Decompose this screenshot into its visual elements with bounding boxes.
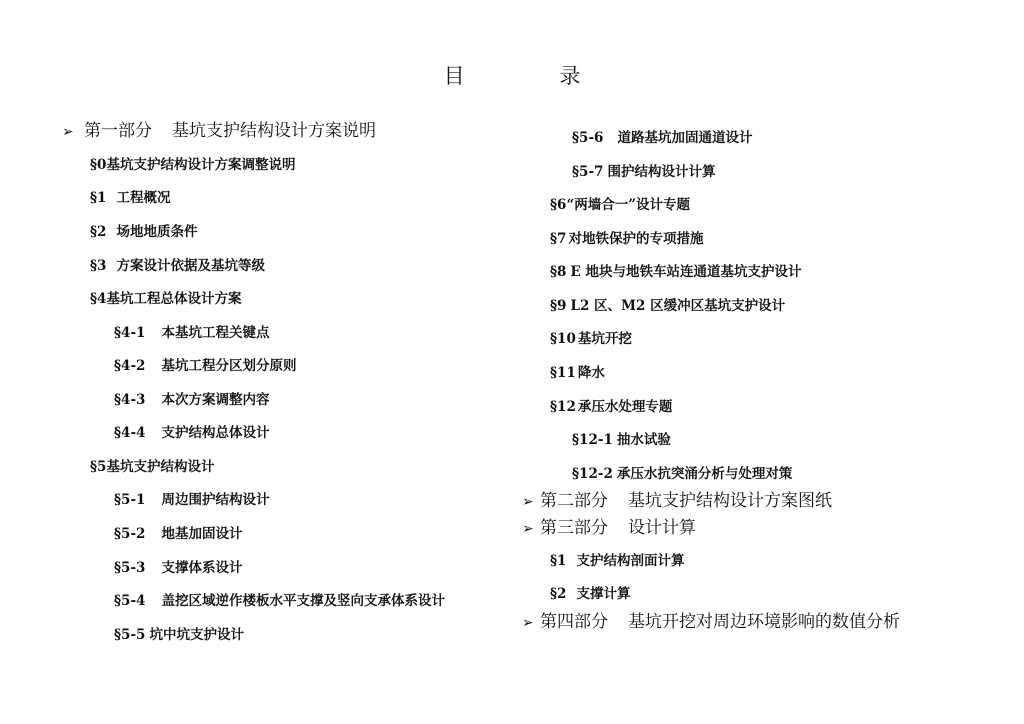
section-title: 基坑工程总体设计方案 [106,291,242,307]
section-title: 盖挖区域逆作楼板水平支撑及竖向支承体系设计 [161,593,445,609]
section-title: 支撑计算 [576,586,631,602]
toc-entry[interactable] [550,227,703,247]
arrow-bullet-icon: ➢ [522,521,534,537]
section-number: §2 [90,224,107,240]
section-number: §6 [550,197,567,213]
section-title: 本基坑工程关键点 [161,325,270,341]
section-title: 工程概况 [116,190,171,206]
part-label: 第四部分 [540,612,608,632]
section-title: 支撑体系设计 [161,560,243,576]
toc-entry[interactable] [114,488,269,508]
toc-entry[interactable] [114,321,269,341]
section-number: §12-2 [572,466,613,482]
part-label: 第二部分 [540,491,608,511]
toc-entry[interactable] [550,294,785,314]
section-title: 方案设计依据及基坑等级 [116,258,265,274]
toc-entry[interactable] [90,455,214,475]
section-number: §5 [90,459,107,475]
section-number: §4 [90,291,107,307]
toc-entry[interactable] [572,428,671,448]
section-title: 围护结构设计计算 [607,164,716,180]
section-title: 支护结构剖面计算 [576,553,685,569]
toc-entry[interactable] [90,287,241,307]
toc-entry[interactable] [572,462,792,482]
toc-entry[interactable] [90,186,170,206]
toc-part-4[interactable] [522,607,900,632]
section-title: “两墙合一”设计专题 [566,197,690,213]
toc-entry[interactable] [114,388,269,408]
section-title: 基坑支护结构设计方案调整说明 [106,157,296,173]
toc-entry[interactable] [550,327,632,347]
section-number: §0 [90,157,107,173]
toc-entry[interactable] [114,522,242,542]
arrow-bullet-icon: ➢ [62,124,74,140]
section-number: §1 [550,553,567,569]
section-number: §4-4 [114,425,146,441]
page-title: 目 录 [443,64,625,88]
section-number: §11 [550,365,576,381]
section-number: §8 [550,264,567,280]
section-title: 承压水抗突涌分析与处理对策 [616,466,793,482]
toc-entry[interactable] [550,395,672,415]
section-number: §5-2 [114,526,146,542]
toc-entry[interactable] [572,160,715,180]
section-number: §9 [550,298,567,314]
toc-entry[interactable] [114,589,445,609]
toc-entry[interactable] [114,556,242,576]
section-title: 地基加固设计 [161,526,243,542]
section-number: §12 [550,399,576,415]
section-number: §5-4 [114,593,146,609]
section-number: §12-1 [572,432,613,448]
section-number: §10 [550,331,576,347]
part-label: 第三部分 [540,518,608,538]
section-title: 本次方案调整内容 [161,392,270,408]
toc-part-2[interactable] [522,486,832,511]
section-title: 道路基坑加固通道设计 [617,130,753,146]
section-number: §4-1 [114,325,146,341]
section-title: 坑中坑支护设计 [149,627,244,643]
section-number: §5-7 [572,164,604,180]
toc-entry[interactable] [90,220,197,240]
section-number: §4-3 [114,392,146,408]
arrow-bullet-icon: ➢ [522,615,534,631]
section-number: §3 [90,258,107,274]
toc-entry[interactable] [550,361,605,381]
part-title: 基坑支护结构设计方案说明 [172,121,376,141]
section-title: 基坑工程分区划分原则 [161,358,297,374]
section-title: 基坑开挖 [577,331,632,347]
part-label: 第一部分 [84,121,152,141]
toc-entry[interactable] [550,582,630,602]
toc-entry[interactable] [90,254,265,274]
toc-entry[interactable] [114,354,296,374]
toc-entry[interactable] [90,153,295,173]
toc-part-3[interactable] [522,513,696,538]
section-number: §7 [550,231,567,247]
section-number: §1 [90,190,107,206]
section-title: L2 区、M2 区缓冲区基坑支护设计 [570,298,786,314]
section-title: 降水 [577,365,605,381]
toc-entry[interactable] [550,549,684,569]
section-title: 对地铁保护的专项措施 [568,231,704,247]
section-title: 基坑支护结构设计 [106,459,215,475]
part-title: 基坑开挖对周边环境影响的数值分析 [628,612,900,632]
section-title: 抽水试验 [616,432,671,448]
section-title: E 地块与地铁车站连通道基坑支护设计 [570,264,802,280]
section-number: §2 [550,586,567,602]
section-number: §5-5 [114,627,146,643]
section-title: 场地地质条件 [116,224,198,240]
toc-entry[interactable] [550,260,801,280]
section-title: 承压水处理专题 [577,399,673,415]
arrow-bullet-icon: ➢ [522,494,534,510]
toc-part-1[interactable] [62,116,376,141]
toc-entry[interactable] [114,421,269,441]
section-number: §5-6 [572,130,604,146]
section-title: 周边围护结构设计 [161,492,270,508]
section-number: §4-2 [114,358,146,374]
toc-entry[interactable] [550,193,690,213]
section-title: 支护结构总体设计 [161,425,270,441]
toc-entry[interactable] [114,623,244,643]
part-title: 设计计算 [628,518,696,538]
section-number: §5-1 [114,492,146,508]
toc-entry[interactable] [572,126,752,146]
section-number: §5-3 [114,560,146,576]
part-title: 基坑支护结构设计方案图纸 [628,491,832,511]
